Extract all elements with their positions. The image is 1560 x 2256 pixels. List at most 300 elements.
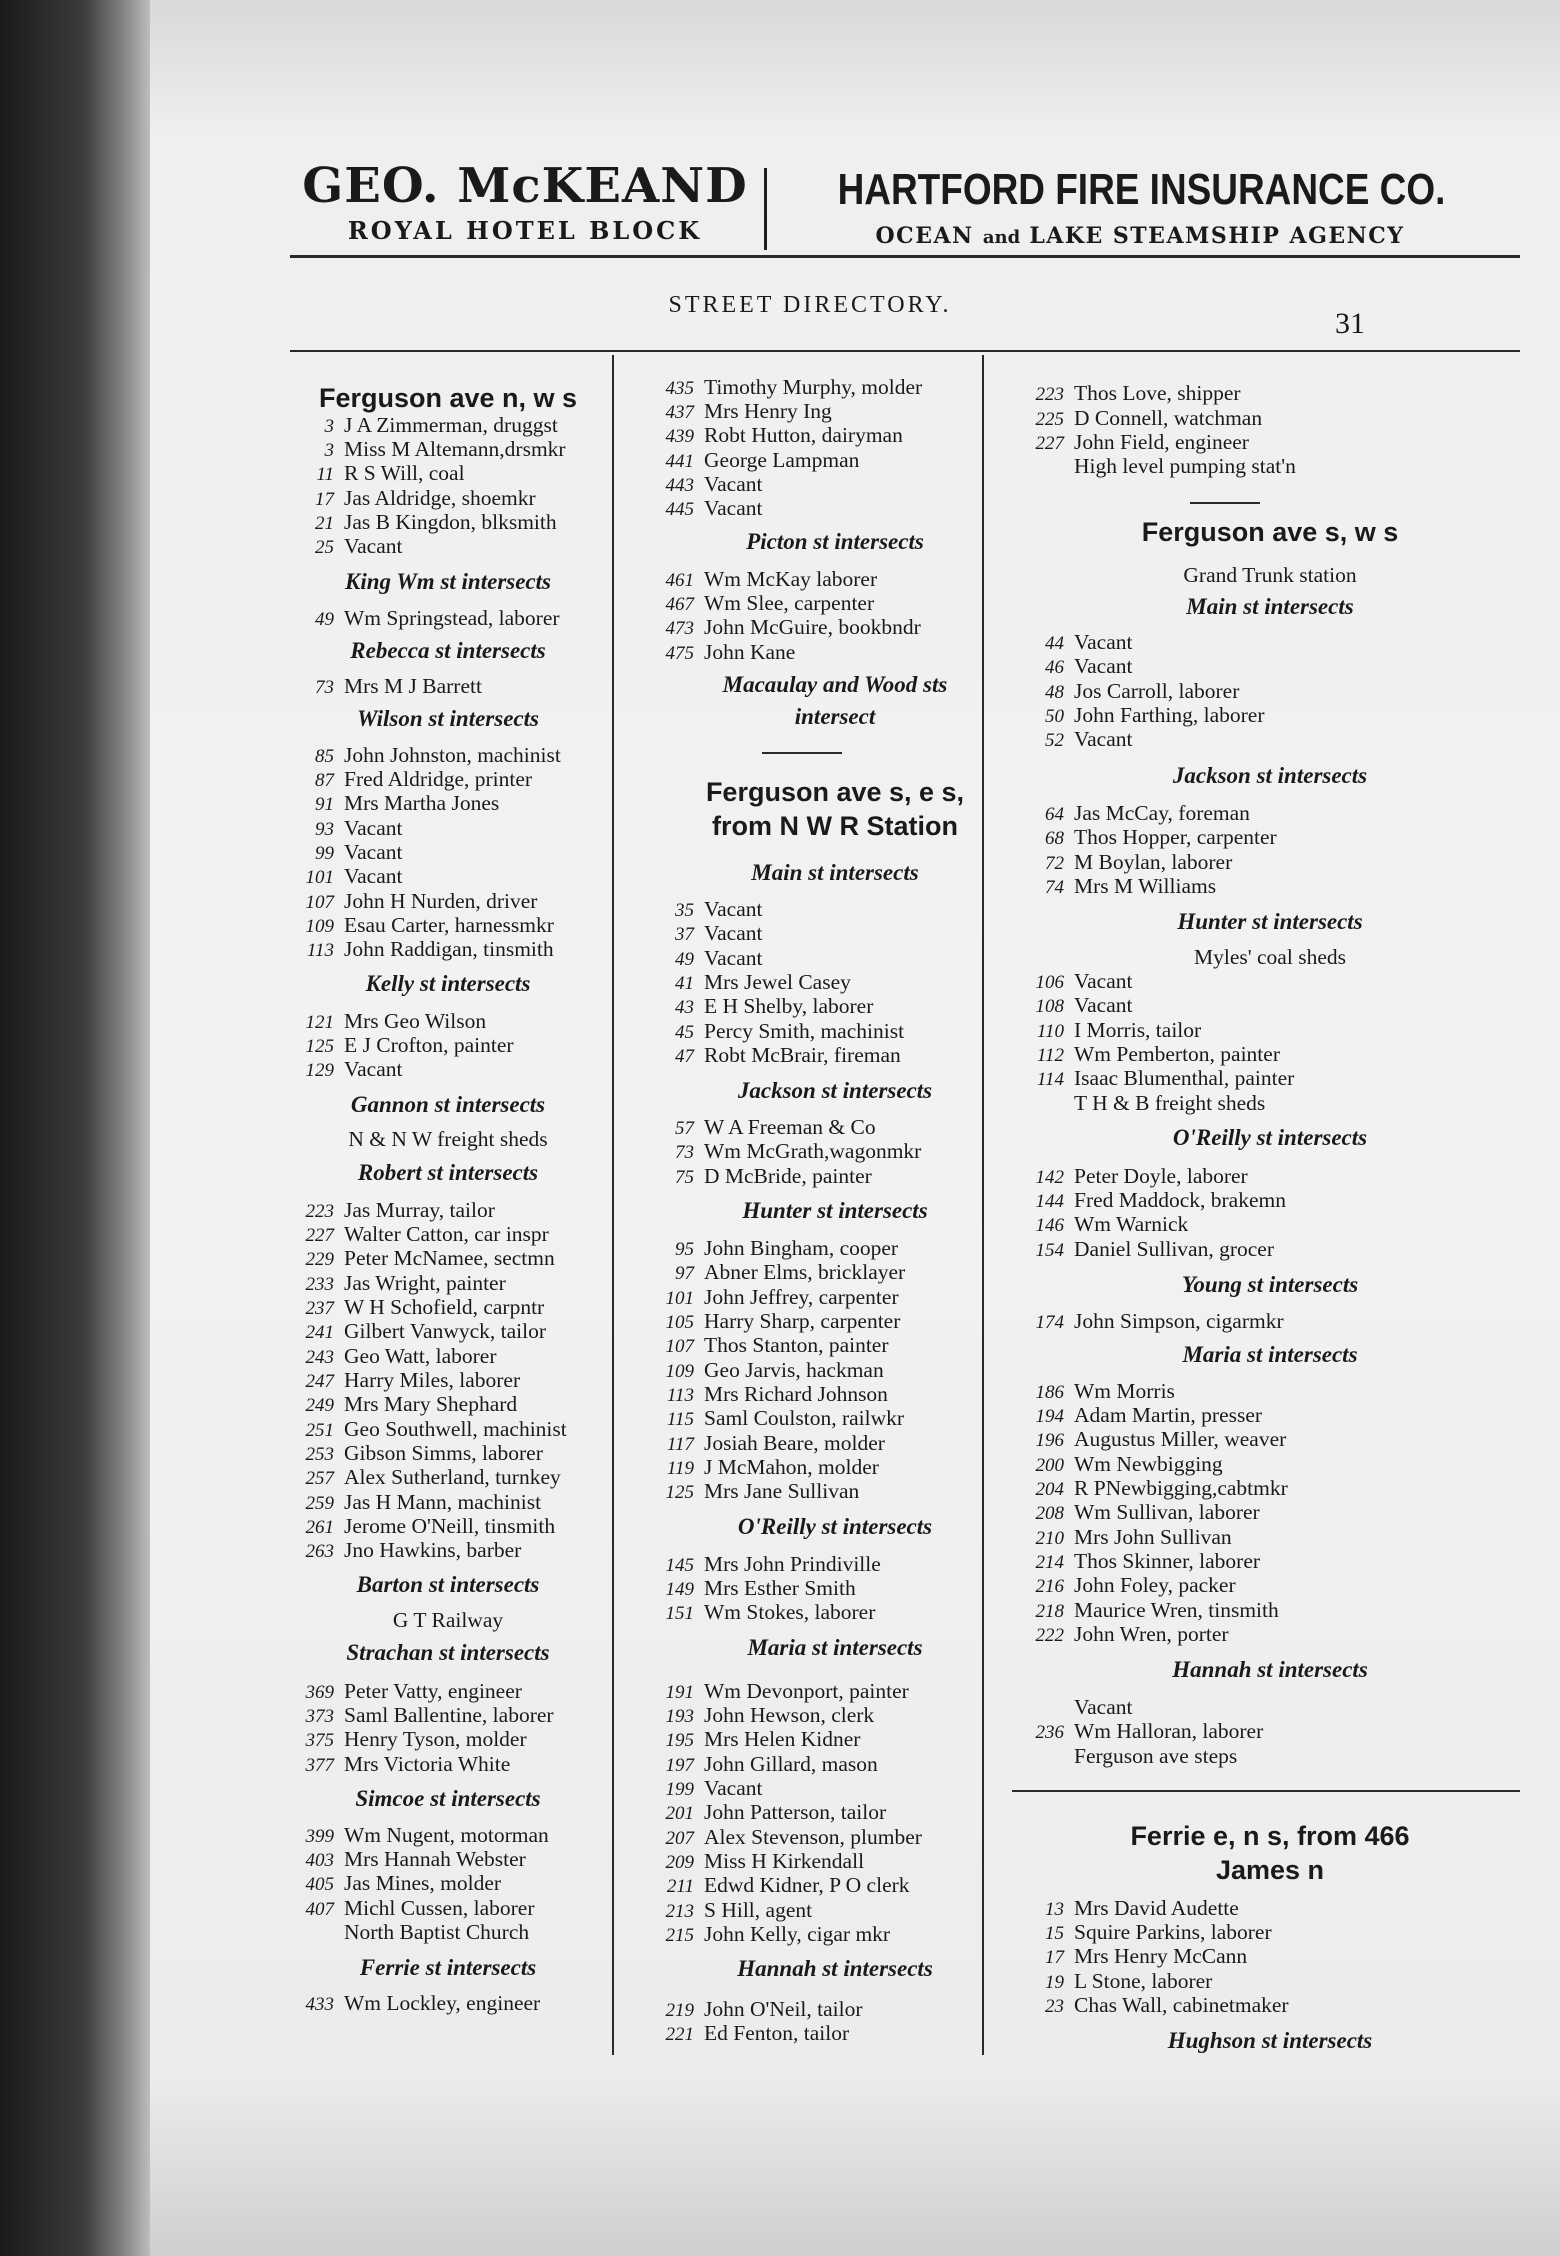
directory-entry — [1020, 1499, 1260, 1527]
resident-name: L Stone, laborer — [1074, 1969, 1213, 1993]
resident-name: Saml Coulston, railwkr — [704, 1406, 905, 1430]
house-number: 377 — [305, 1755, 334, 1776]
resident-name: Vacant — [704, 946, 763, 970]
resident-name: John Patterson, tailor — [704, 1800, 887, 1824]
house-number: 249 — [305, 1395, 334, 1416]
street-heading: Ferrie e, n s, from 466 — [1130, 1821, 1410, 1851]
house-number: 129 — [305, 1060, 334, 1081]
house-number: 193 — [665, 1706, 694, 1727]
resident-name: Wm Nugent, motorman — [344, 1823, 549, 1847]
directory-entry — [1020, 1621, 1229, 1649]
directory-entry — [1020, 1211, 1188, 1239]
house-number: 200 — [1035, 1455, 1064, 1476]
house-number: 114 — [1036, 1069, 1064, 1090]
house-number: 221 — [665, 2024, 694, 2045]
resident-name: Mrs Jane Sullivan — [704, 1479, 860, 1503]
house-number: 109 — [305, 916, 334, 937]
resident-name: Henry Tyson, molder — [344, 1727, 527, 1751]
house-number: 125 — [665, 1482, 694, 1503]
intersection-label: Barton st intersects — [356, 1572, 540, 1597]
directory-entry — [650, 495, 763, 523]
house-number: 154 — [1035, 1240, 1064, 1261]
landmark-label: G T Railway — [392, 1608, 504, 1632]
house-number: 197 — [665, 1755, 694, 1776]
resident-name: Jas McCay, foreman — [1074, 801, 1250, 825]
house-number: 117 — [666, 1434, 694, 1455]
house-number: 435 — [665, 378, 694, 399]
house-number: 108 — [1035, 996, 1064, 1017]
house-number: 191 — [665, 1682, 694, 1703]
resident-name: D McBride, painter — [704, 1164, 872, 1188]
house-number: 49 — [675, 949, 694, 970]
resident-name: Vacant — [344, 840, 403, 864]
house-number: 37 — [675, 924, 694, 945]
house-number: 229 — [305, 1249, 334, 1270]
landmark-label: N & N W freight sheds — [348, 1127, 548, 1151]
directory-entry — [1020, 1992, 1289, 2020]
resident-name: R S Will, coal — [344, 461, 465, 485]
house-number: 237 — [305, 1298, 334, 1319]
intersection-label: Strachan st intersects — [346, 1640, 550, 1665]
house-number: 222 — [1035, 1625, 1064, 1646]
resident-name: Daniel Sullivan, grocer — [1074, 1237, 1275, 1261]
house-number: 405 — [305, 1874, 334, 1895]
resident-name: J A Zimmerman, druggst — [344, 413, 558, 437]
resident-name: John Simpson, cigarmkr — [1074, 1309, 1284, 1333]
house-number: 110 — [1036, 1021, 1064, 1042]
house-number: 17 — [315, 489, 334, 510]
house-number: 97 — [675, 1263, 694, 1284]
resident-name: John Gillard, mason — [704, 1752, 878, 1776]
advertisement-header — [290, 158, 1520, 268]
resident-name: Vacant — [1074, 654, 1133, 678]
intersection-label: Maria st intersects — [1182, 1342, 1358, 1367]
directory-entry — [650, 2020, 849, 2048]
house-number: 247 — [305, 1371, 334, 1392]
house-number: 209 — [665, 1852, 694, 1873]
resident-name: Isaac Blumenthal, painter — [1074, 1066, 1295, 1090]
house-number: 48 — [1045, 682, 1064, 703]
house-number: 35 — [675, 900, 694, 921]
resident-name: Wm Halloran, laborer — [1074, 1719, 1264, 1743]
resident-name: M Boylan, laborer — [1074, 850, 1233, 874]
house-number: 144 — [1035, 1191, 1064, 1212]
resident-name: Jas Aldridge, shoemkr — [344, 486, 536, 510]
house-number: 259 — [305, 1493, 334, 1514]
resident-name: Percy Smith, machinist — [704, 1019, 905, 1043]
resident-name: Vacant — [704, 921, 763, 945]
house-number: 21 — [315, 513, 334, 534]
house-number: 403 — [305, 1850, 334, 1871]
directory-page — [150, 0, 1560, 2256]
intersection-label: Macaulay and Wood sts — [722, 672, 948, 697]
resident-name: Thos Skinner, laborer — [1074, 1549, 1261, 1573]
resident-name: Esau Carter, harnessmkr — [344, 913, 554, 937]
house-number: 445 — [665, 499, 694, 520]
directory-entry — [650, 422, 903, 450]
resident-name: Timothy Murphy, molder — [704, 375, 923, 399]
house-number: 85 — [315, 746, 334, 767]
directory-entry — [650, 1332, 889, 1360]
directory-entry — [650, 1921, 890, 1949]
house-number: 49 — [315, 609, 334, 630]
resident-name: Josiah Beare, molder — [704, 1431, 885, 1455]
intersection-label: Young st intersects — [1181, 1272, 1359, 1297]
house-number: 72 — [1045, 853, 1064, 874]
house-number: 473 — [665, 618, 694, 639]
directory-entry — [290, 1537, 521, 1565]
house-number: 186 — [1035, 1382, 1064, 1403]
house-number: 241 — [305, 1322, 334, 1343]
resident-name: Geo Jarvis, hackman — [704, 1358, 884, 1382]
resident-name: E J Crofton, painter — [344, 1033, 514, 1057]
house-number: 17 — [1045, 1947, 1064, 1968]
intersection-label: Wilson st intersects — [357, 706, 539, 731]
intersection-label: Simcoe st intersects — [355, 1786, 541, 1811]
resident-name: W H Schofield, carpntr — [344, 1295, 545, 1319]
resident-name: Mrs John Sullivan — [1074, 1525, 1232, 1549]
resident-name: Geo Watt, laborer — [344, 1344, 497, 1368]
resident-name: Wm Lockley, engineer — [344, 1991, 541, 2015]
house-number: 201 — [665, 1803, 694, 1824]
house-number: 125 — [305, 1036, 334, 1057]
resident-name: Vacant — [344, 864, 403, 888]
directory-entry — [1020, 1236, 1274, 1264]
house-number: 25 — [315, 537, 334, 558]
house-number: 475 — [665, 643, 694, 664]
resident-name: Mrs Victoria White — [344, 1752, 511, 1776]
house-number: 223 — [305, 1201, 334, 1222]
resident-name: Robt Hutton, dairyman — [704, 423, 903, 447]
house-number: 74 — [1045, 877, 1064, 898]
resident-name: R PNewbigging,cabtmkr — [1074, 1476, 1288, 1500]
house-number: 461 — [665, 570, 694, 591]
directory-entry — [650, 1138, 921, 1166]
house-number: 253 — [305, 1444, 334, 1465]
page-number: 31 — [1335, 307, 1365, 340]
resident-name: Mrs Martha Jones — [344, 791, 500, 815]
directory-entry — [290, 936, 554, 964]
house-number: 107 — [305, 892, 334, 913]
house-number: 227 — [1035, 433, 1064, 454]
resident-name: Jas Wright, painter — [344, 1271, 506, 1295]
house-number: 99 — [315, 843, 334, 864]
house-number: 101 — [305, 867, 334, 888]
section-rule — [1190, 502, 1260, 504]
directory-entry — [1020, 726, 1133, 754]
resident-name: John Raddigan, tinsmith — [344, 937, 554, 961]
house-number: 23 — [1045, 1996, 1064, 2017]
resident-name: Walter Catton, car inspr — [344, 1222, 549, 1246]
resident-name: S Hill, agent — [704, 1898, 813, 1922]
house-number: 261 — [305, 1517, 334, 1538]
directory-entry — [290, 1726, 527, 1754]
resident-name: John H Nurden, driver — [344, 889, 538, 913]
directory-entry — [1020, 824, 1277, 852]
resident-name: Wm McKay laborer — [704, 567, 878, 591]
house-number: 399 — [305, 1826, 334, 1847]
resident-name: John McGuire, bookbndr — [704, 615, 921, 639]
house-number: 64 — [1045, 804, 1064, 825]
house-number: 41 — [675, 973, 694, 994]
directory-entry — [290, 1990, 540, 2018]
resident-name: George Lampman — [704, 448, 860, 472]
house-number: 47 — [675, 1046, 694, 1067]
intersection-label: Hunter st intersects — [1177, 909, 1363, 934]
resident-name: John Field, engineer — [1074, 430, 1249, 454]
house-number: 46 — [1045, 657, 1064, 678]
house-number: 57 — [675, 1118, 694, 1139]
column-rule-1 — [612, 355, 614, 2055]
house-number: 433 — [305, 1994, 334, 2015]
resident-name: Mrs Henry McCann — [1074, 1944, 1248, 1968]
house-number: 115 — [666, 1409, 694, 1430]
resident-name: Saml Ballentine, laborer — [344, 1703, 554, 1727]
resident-name: Mrs Geo Wilson — [344, 1009, 487, 1033]
directory-entry — [650, 639, 795, 667]
steamship-agency-line — [780, 218, 1500, 256]
directory-entry — [1020, 653, 1133, 681]
resident-name: Harry Miles, laborer — [344, 1368, 521, 1392]
house-number: 204 — [1035, 1479, 1064, 1500]
house-number: 15 — [1045, 1923, 1064, 1944]
house-number: 251 — [305, 1420, 334, 1441]
entry-continuation: Vacant — [1074, 1695, 1133, 1719]
resident-name: Vacant — [344, 534, 403, 558]
agency-word-ocean: OCEAN — [875, 223, 974, 249]
street-heading: Ferguson ave n, w s — [318, 383, 578, 413]
resident-name: Alex Sutherland, turnkey — [344, 1465, 561, 1489]
header-divider — [764, 168, 767, 250]
street-heading: from N W R Station — [712, 811, 958, 841]
house-number: 93 — [315, 819, 334, 840]
resident-name: Harry Sharp, carpenter — [704, 1309, 901, 1333]
directory-entry — [650, 614, 921, 642]
resident-name: Wm Devonport, painter — [704, 1679, 909, 1703]
agency-word-and: and — [982, 227, 1021, 248]
landmark-label: Myles' coal sheds — [1194, 945, 1346, 969]
resident-name: John Bingham, cooper — [704, 1236, 899, 1260]
resident-name: Wm McGrath,wagonmkr — [704, 1139, 922, 1163]
directory-entry — [1020, 1718, 1263, 1746]
directory-entry — [290, 1464, 561, 1492]
resident-name: Wm Newbigging — [1074, 1452, 1223, 1476]
resident-name: I Morris, tailor — [1074, 1018, 1202, 1042]
advert-left — [290, 158, 760, 248]
resident-name: Jos Carroll, laborer — [1074, 679, 1240, 703]
house-number: 219 — [665, 2000, 694, 2021]
street-heading: James n — [1215, 1855, 1325, 1885]
house-number: 373 — [305, 1706, 334, 1727]
directory-entry — [1020, 1943, 1247, 1971]
book-spine-shadow — [0, 0, 150, 2256]
resident-name: Peter Vatty, engineer — [344, 1679, 522, 1703]
house-number: 87 — [315, 770, 334, 791]
resident-name: Mrs Hannah Webster — [344, 1847, 526, 1871]
house-number: 213 — [665, 1901, 694, 1922]
intersection-label: O'Reilly st intersects — [1172, 1125, 1368, 1150]
section-rule — [1012, 1790, 1520, 1792]
resident-name: John Farthing, laborer — [1074, 703, 1265, 727]
resident-name: Vacant — [1074, 727, 1133, 751]
house-number: 233 — [305, 1274, 334, 1295]
house-number: 119 — [666, 1458, 694, 1479]
title-rule — [290, 350, 1520, 352]
house-number: 441 — [665, 451, 694, 472]
intersection-label: Main st intersects — [1186, 594, 1354, 619]
resident-name: John Hewson, clerk — [704, 1703, 875, 1727]
resident-name: Vacant — [1074, 993, 1133, 1017]
house-number: 195 — [665, 1730, 694, 1751]
directory-entry — [650, 1163, 872, 1191]
resident-name: Fred Maddock, brakemn — [1074, 1188, 1286, 1212]
entry-continuation: North Baptist Church — [344, 1920, 530, 1944]
house-number: 216 — [1035, 1576, 1064, 1597]
resident-name: Wm Slee, carpenter — [704, 591, 875, 615]
resident-name: Thos Love, shipper — [1074, 381, 1241, 405]
directory-entry — [290, 533, 403, 561]
house-number: 210 — [1035, 1528, 1064, 1549]
house-number: 106 — [1035, 972, 1064, 993]
house-number: 145 — [665, 1555, 694, 1576]
house-number: 199 — [665, 1779, 694, 1800]
directory-entry — [650, 1726, 860, 1754]
house-number: 215 — [665, 1925, 694, 1946]
house-number: 43 — [675, 997, 694, 1018]
resident-name: Vacant — [1074, 969, 1133, 993]
resident-name: Geo Southwell, machinist — [344, 1417, 567, 1441]
house-number: 73 — [315, 677, 334, 698]
running-title: STREET DIRECTORY. — [668, 292, 952, 318]
house-number: 107 — [665, 1336, 694, 1357]
house-number: 52 — [1045, 730, 1064, 751]
house-number: 174 — [1035, 1312, 1064, 1333]
landmark-label: Grand Trunk station — [1183, 563, 1357, 587]
house-number: 196 — [1035, 1430, 1064, 1451]
resident-name: E H Shelby, laborer — [704, 994, 874, 1018]
resident-name: Wm Pemberton, painter — [1074, 1042, 1280, 1066]
house-number: 146 — [1035, 1215, 1064, 1236]
resident-name: Augustus Miller, weaver — [1074, 1427, 1287, 1451]
house-number: 11 — [316, 464, 334, 485]
directory-entry — [1020, 1308, 1284, 1336]
resident-name: John Johnston, machinist — [344, 743, 561, 767]
intersection-label: Picton st intersects — [746, 529, 924, 554]
resident-name: W A Freeman & Co — [704, 1115, 876, 1139]
resident-name: John Foley, packer — [1074, 1573, 1236, 1597]
intersection-label: Jackson st intersects — [1172, 763, 1368, 788]
directory-entry — [290, 673, 482, 701]
resident-name: Fred Aldridge, printer — [344, 767, 533, 791]
resident-name: Mrs Esther Smith — [704, 1576, 856, 1600]
directory-entry — [650, 1872, 910, 1900]
directory-entry — [1020, 380, 1241, 408]
resident-name: Maurice Wren, tinsmith — [1074, 1598, 1279, 1622]
resident-name: Mrs Helen Kidner — [704, 1727, 861, 1751]
resident-name: Miss H Kirkendall — [704, 1849, 865, 1873]
house-number: 214 — [1035, 1552, 1064, 1573]
resident-name: Gibson Simms, laborer — [344, 1441, 543, 1465]
house-number: 13 — [1045, 1899, 1064, 1920]
directory-entry — [650, 920, 763, 948]
resident-name: Wm Warnick — [1074, 1212, 1189, 1236]
resident-name: Vacant — [704, 496, 763, 520]
directory-entry — [650, 993, 873, 1021]
house-number: 44 — [1045, 633, 1064, 654]
resident-name: Thos Stanton, painter — [704, 1333, 889, 1357]
intersection-label: Hunter st intersects — [742, 1198, 928, 1223]
intersection-label: Robert st intersects — [357, 1160, 539, 1185]
house-number: 95 — [675, 1239, 694, 1260]
resident-name: Vacant — [344, 1057, 403, 1081]
agency-word-rest: LAKE STEAMSHIP AGENCY — [1029, 223, 1405, 249]
intersection-label: intersect — [794, 704, 876, 729]
intersection-label: Gannon st intersects — [350, 1092, 546, 1117]
directory-entry — [290, 605, 560, 633]
house-number: 439 — [665, 426, 694, 447]
directory-entry — [290, 1751, 510, 1779]
directory-entry — [290, 790, 499, 818]
house-number: 113 — [666, 1385, 694, 1406]
resident-name: Mrs John Prindiville — [704, 1552, 881, 1576]
intersection-label: Hannah st intersects — [1172, 1657, 1368, 1682]
section-rule — [762, 752, 842, 754]
house-number: 407 — [305, 1899, 334, 1920]
resident-name: Wm Stokes, laborer — [704, 1600, 876, 1624]
resident-name: Peter McNamee, sectmn — [344, 1246, 555, 1270]
house-number: 113 — [306, 940, 334, 961]
insurance-company-name: HARTFORD FIRE INSURANCE CO. — [837, 165, 1446, 214]
street-heading: Ferguson ave s, w s — [1141, 517, 1399, 547]
house-number: 225 — [1035, 409, 1064, 430]
resident-name: Wm Springstead, laborer — [344, 606, 560, 630]
entry-continuation: T H & B freight sheds — [1074, 1091, 1266, 1115]
house-number: 149 — [665, 1579, 694, 1600]
resident-name: Jas Murray, tailor — [344, 1198, 495, 1222]
house-number: 73 — [675, 1142, 694, 1163]
resident-name: Vacant — [344, 816, 403, 840]
house-number: 105 — [665, 1312, 694, 1333]
directory-entry — [290, 863, 403, 891]
house-number: 263 — [305, 1541, 334, 1562]
resident-name: Squire Parkins, laborer — [1074, 1920, 1272, 1944]
house-number: 369 — [305, 1682, 334, 1703]
resident-name: Vacant — [1074, 630, 1133, 654]
house-number: 227 — [305, 1225, 334, 1246]
resident-name: Gilbert Vanwyck, tailor — [344, 1319, 547, 1343]
resident-name: Wm Sullivan, laborer — [1074, 1500, 1260, 1524]
intersection-label: Hughson st intersects — [1167, 2028, 1373, 2053]
resident-name: Mrs Richard Johnson — [704, 1382, 888, 1406]
house-number: 91 — [315, 794, 334, 815]
directory-entry — [650, 1405, 904, 1433]
resident-name: Jas Mines, molder — [344, 1871, 502, 1895]
resident-name: Mrs M J Barrett — [344, 674, 482, 698]
resident-name: Jas B Kingdon, blksmith — [344, 510, 557, 534]
house-number: 218 — [1035, 1601, 1064, 1622]
house-number: 194 — [1035, 1406, 1064, 1427]
intersection-label: Ferrie st intersects — [359, 1955, 537, 1980]
directory-entry — [1020, 873, 1216, 901]
house-number: 45 — [675, 1022, 694, 1043]
directory-entry — [290, 1056, 403, 1084]
house-number: 467 — [665, 594, 694, 615]
resident-name: Chas Wall, cabinetmaker — [1074, 1993, 1289, 2017]
directory-entry — [290, 1870, 501, 1898]
house-number: 142 — [1035, 1167, 1064, 1188]
house-number: 50 — [1045, 706, 1064, 727]
directory-entry — [290, 1318, 546, 1346]
